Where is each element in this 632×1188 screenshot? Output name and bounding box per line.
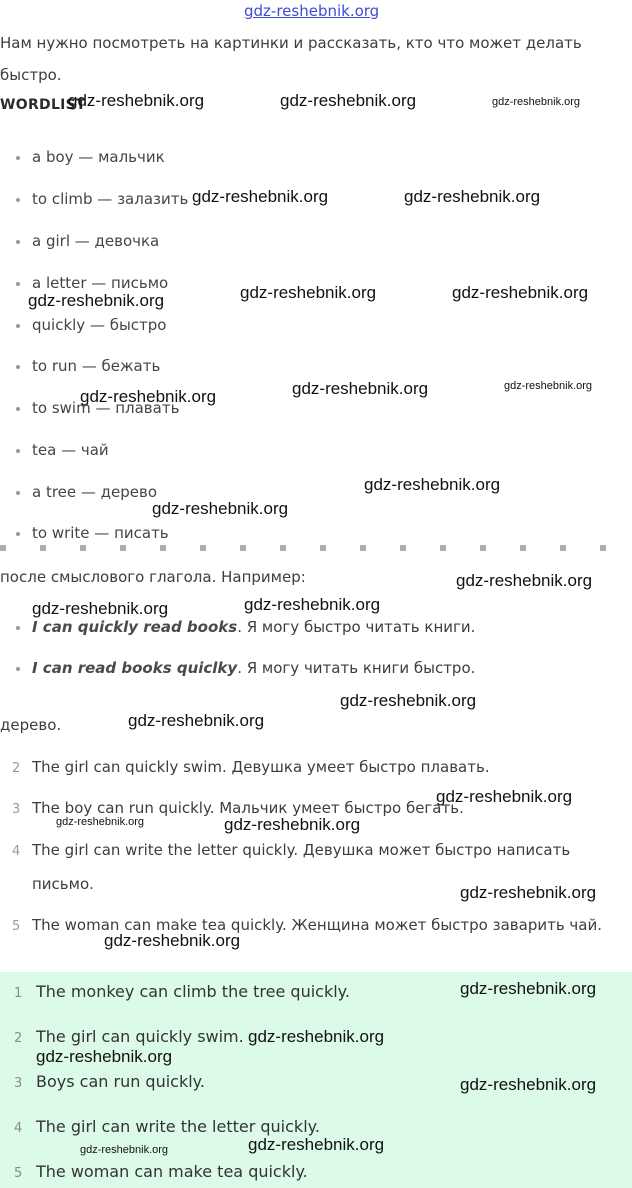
fragment-word: дерево. — [0, 716, 62, 734]
bullet-icon — [16, 156, 20, 160]
example-item: I can read books quiclky. Я могу читать книги быстро. — [16, 659, 475, 677]
watermark: gdz-reshebnik.org — [36, 1047, 173, 1066]
watermark: gdz-reshebnik.org — [340, 691, 477, 710]
watermark: gdz-reshebnik.org — [460, 883, 597, 902]
watermark: gdz-reshebnik.org — [460, 1075, 597, 1094]
watermark: gdz-reshebnik.org — [80, 387, 217, 406]
wordlist-item: a letter — письмо — [16, 274, 168, 292]
wordlist-title: WORDLIST — [0, 97, 86, 113]
watermark: gdz-reshebnik.org — [452, 283, 589, 302]
wordlist-item: quickly — быстро — [16, 316, 167, 334]
watermark: gdz-reshebnik.org — [248, 1027, 385, 1046]
answer-item: 1 The monkey can climb the tree quickly. — [14, 982, 350, 1001]
watermark: gdz-reshebnik.org — [28, 291, 165, 310]
watermark: gdz-reshebnik.org — [32, 599, 169, 618]
answer-item: 2 The girl can quickly swim. — [14, 1027, 244, 1046]
watermark: gdz-reshebnik.org — [192, 187, 329, 206]
bullet-icon — [16, 626, 20, 630]
bullet-icon — [16, 491, 20, 495]
wordlist-item: to run — бежать — [16, 357, 160, 375]
watermark: gdz-reshebnik.org — [68, 91, 205, 110]
answer-item: 3 Boys can run quickly. — [14, 1072, 205, 1091]
translation-item-continuation: письмо. — [32, 875, 94, 893]
watermark: gdz-reshebnik.org — [128, 711, 265, 730]
watermark: gdz-reshebnik.org — [456, 571, 593, 590]
watermark: gdz-reshebnik.org — [244, 595, 381, 614]
watermark: gdz-reshebnik.org — [404, 187, 541, 206]
bullet-icon — [16, 449, 20, 453]
wordlist-item: to swim — плавать — [16, 399, 179, 417]
bullet-icon — [16, 198, 20, 202]
bullet-icon — [16, 365, 20, 369]
watermark: gdz-reshebnik.org — [504, 380, 593, 392]
wordlist-item: to climb — залазить — [16, 190, 188, 208]
top-watermark-link[interactable]: gdz-reshebnik.org — [244, 2, 380, 20]
watermark: gdz-reshebnik.org — [152, 499, 289, 518]
intro-line-1: Нам нужно посмотреть на картинки и рассказать, кто что может делать — [0, 34, 582, 52]
wordlist-item: tea — чай — [16, 441, 109, 459]
example-item: I can quickly read books. Я могу быстро читать книги. — [16, 618, 475, 636]
watermark: gdz-reshebnik.org — [280, 91, 417, 110]
watermark: gdz-reshebnik.org — [240, 283, 377, 302]
watermark: gdz-reshebnik.org — [248, 1135, 385, 1154]
watermark: gdz-reshebnik.org — [80, 1144, 169, 1156]
bullet-icon — [16, 240, 20, 244]
answer-item: 4 The girl can write the letter quickly. — [14, 1117, 320, 1136]
watermark: gdz-reshebnik.org — [460, 979, 597, 998]
watermark: gdz-reshebnik.org — [492, 96, 581, 108]
bullet-icon — [16, 407, 20, 411]
translation-item: 5 The woman can make tea quickly. Женщина может быстро заварить чай. — [12, 916, 603, 934]
answer-item: 5 The woman can make tea quickly. — [14, 1162, 308, 1181]
watermark: gdz-reshebnik.org — [104, 931, 241, 950]
wordlist-item: a girl — девочка — [16, 232, 159, 250]
grammar-note: после смыслового глагола. Например: — [0, 568, 306, 586]
watermark: gdz-reshebnik.org — [364, 475, 501, 494]
watermark: gdz-reshebnik.org — [56, 816, 145, 828]
cropped-text-fragment — [0, 545, 632, 551]
wordlist-item: a boy — мальчик — [16, 148, 165, 166]
wordlist-item: a tree — дерево — [16, 483, 157, 501]
translation-item: 3 The boy can run quickly. Мальчик умеет быстро бегать. — [12, 799, 464, 817]
bullet-icon — [16, 324, 20, 328]
bullet-icon — [16, 282, 20, 286]
translation-item: 2 The girl can quickly swim. Девушка умеет быстро плавать. — [12, 758, 490, 776]
watermark: gdz-reshebnik.org — [436, 787, 573, 806]
watermark: gdz-reshebnik.org — [292, 379, 429, 398]
bullet-icon — [16, 532, 20, 536]
translation-item: 4 The girl can write the letter quickly. Девушка может быстро написать — [12, 841, 571, 859]
bullet-icon — [16, 667, 20, 671]
watermark: gdz-reshebnik.org — [224, 815, 361, 834]
wordlist-item: to write — писать — [16, 524, 169, 542]
intro-line-2: быстро. — [0, 66, 62, 84]
